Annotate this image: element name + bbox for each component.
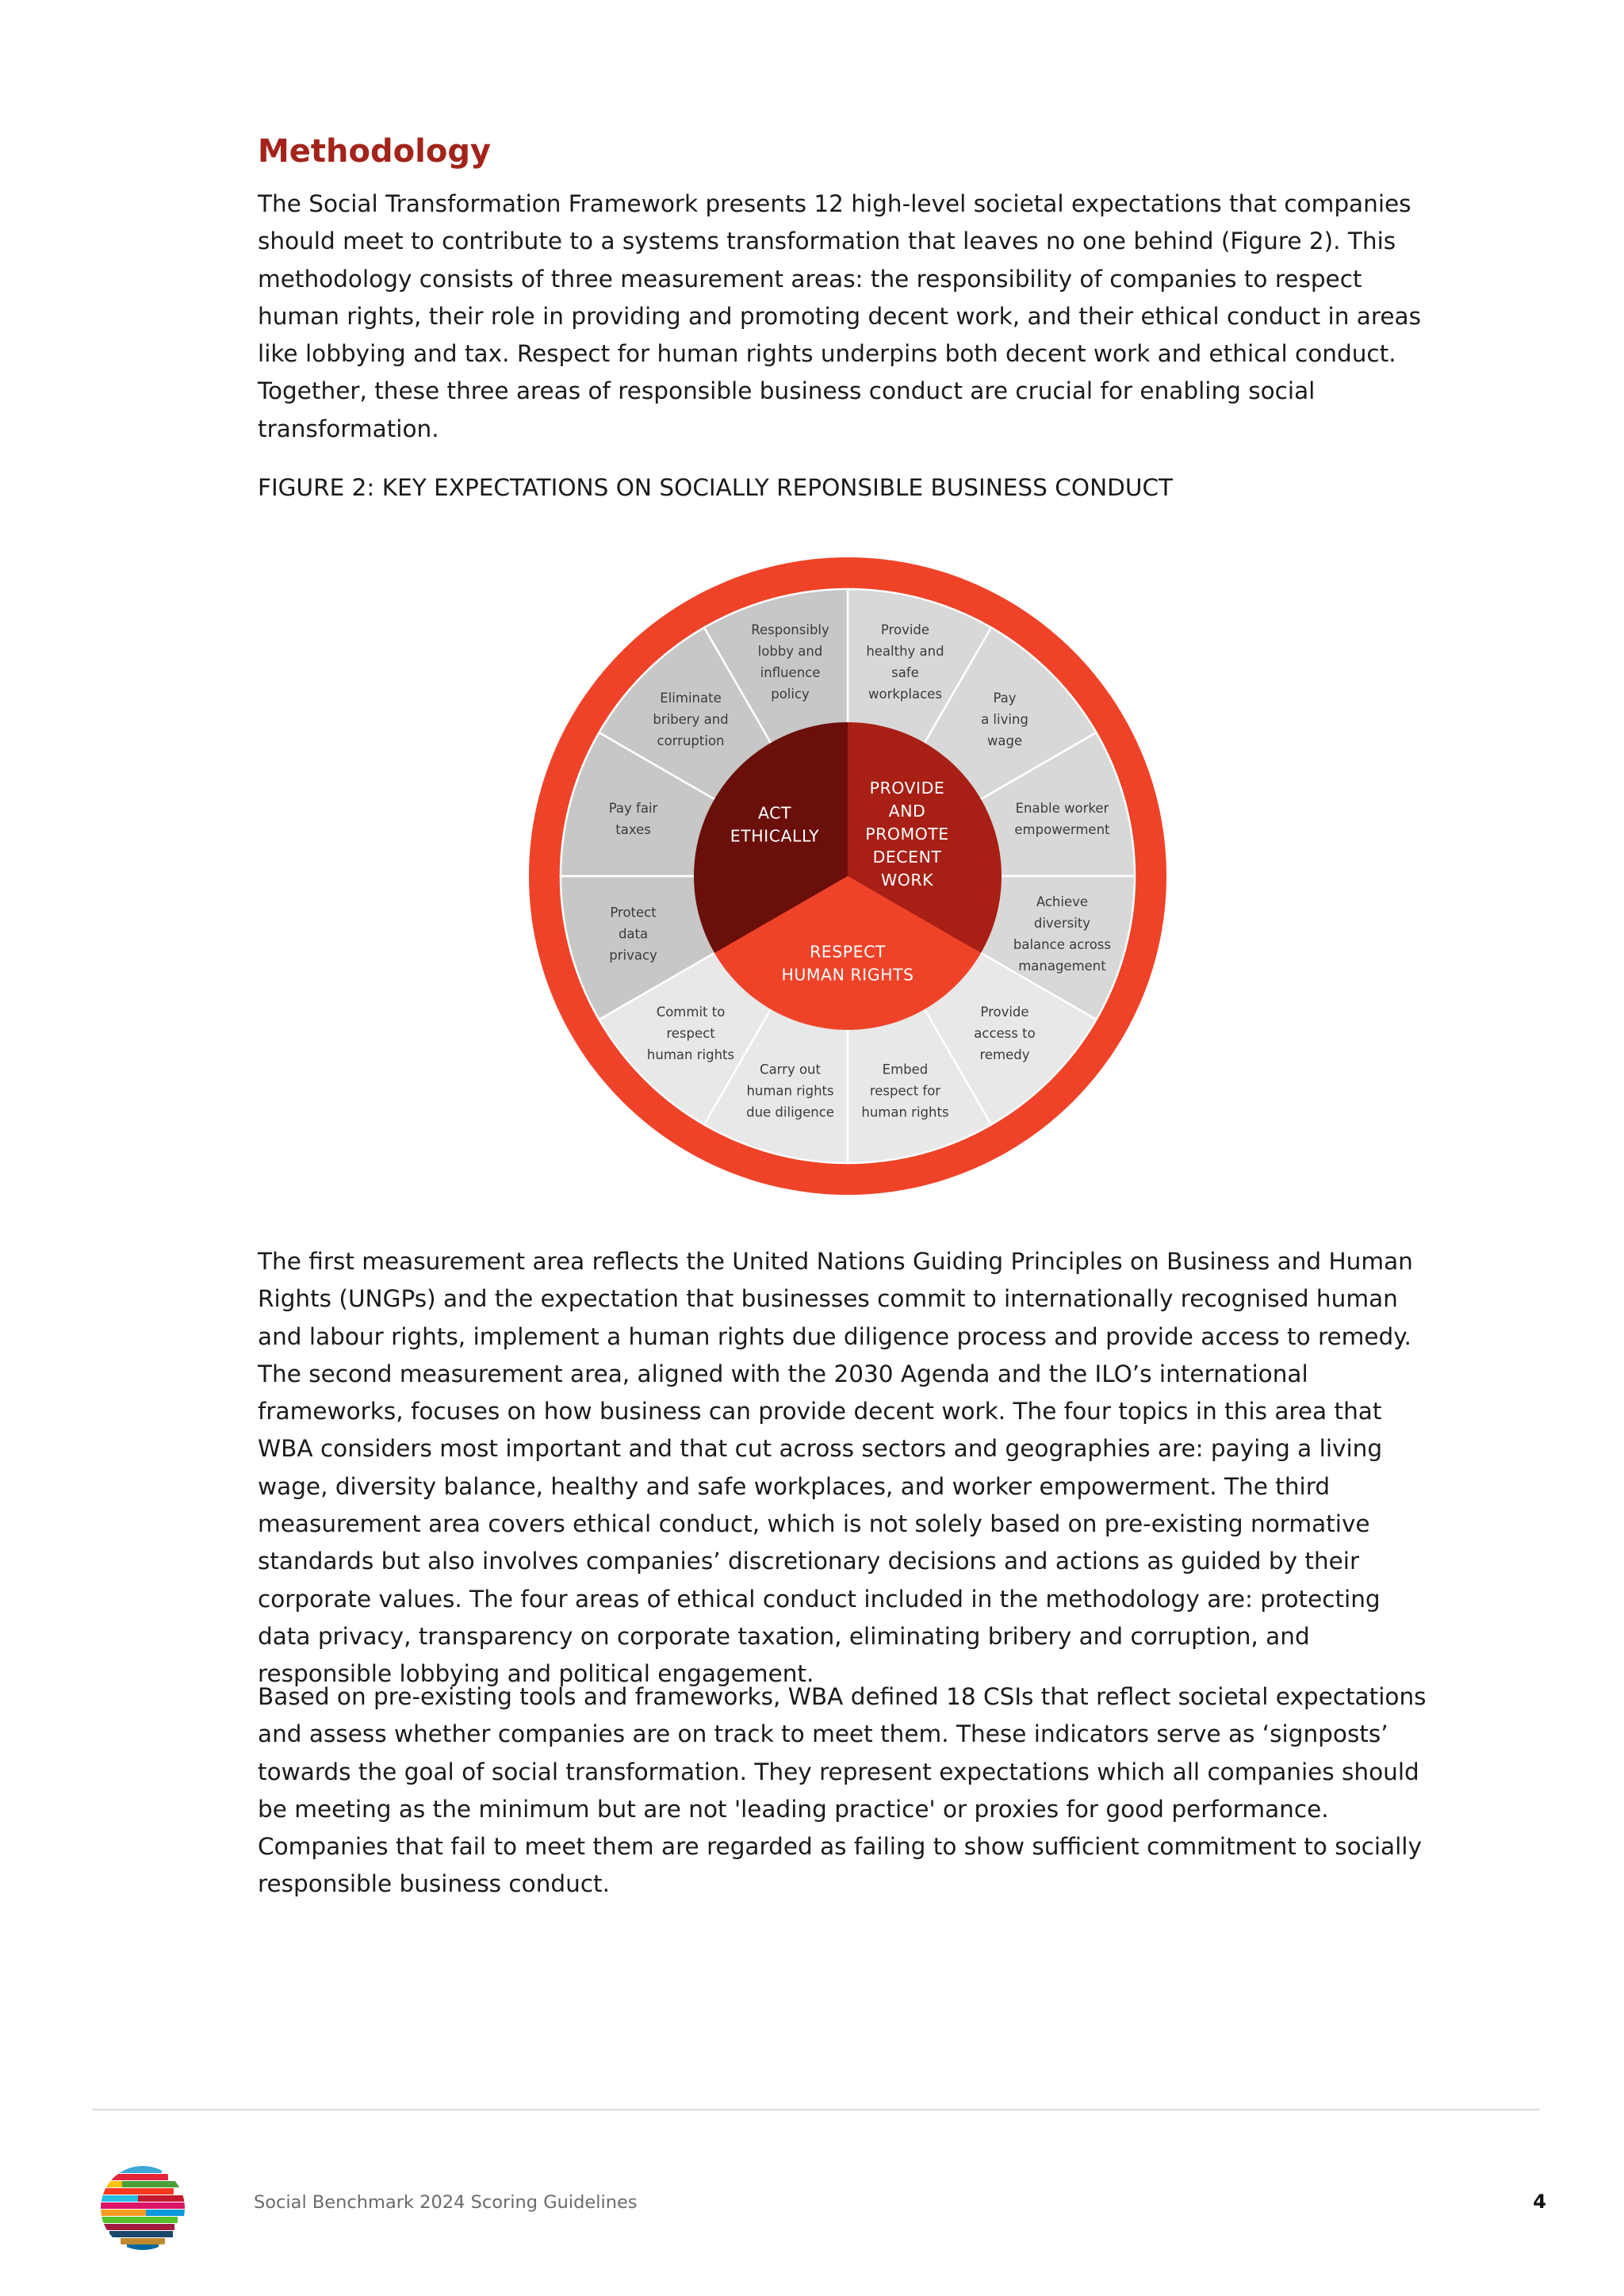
segment-label: Responsibly lobby and influence policy: [751, 622, 829, 702]
expectations-wheel-diagram: [527, 555, 1169, 1197]
core-label-act-ethically: ACT ETHICALLY: [730, 803, 820, 846]
segment-label: Commit to respect human rights: [646, 1004, 735, 1062]
csi-paragraph: Based on pre-existing tools and frameworks, WBA defined 18 CSIs that reflect societal expectations and assess whether companies are on track to meet them. These indicators serve as ‘signposts’ towards the goal of social transformation. They represent expectations which all companies should be meeting as the minimum but are not 'leading practice' or proxies for good performance. Companies that fail to meet them are regarded as failing to show sufficient commitment to socially responsible business conduct.: [258, 1683, 1427, 1898]
segment-label: Embed respect for human rights: [861, 1062, 949, 1120]
segment-label: Pay a living wage: [981, 691, 1028, 749]
footer-divider: [92, 2109, 1540, 2110]
segment-label: Eliminate bribery and corruption: [653, 691, 729, 749]
segment-label: Protect data privacy: [609, 905, 657, 963]
segment-label: Pay fair taxes: [608, 801, 658, 838]
core-label-decent-work: PROVIDE AND PROMOTE DECENT WORK: [865, 779, 949, 890]
section-heading: Methodology: [258, 133, 492, 170]
wba-logo: [98, 2164, 187, 2252]
segment-label: Enable worker empowerment: [1014, 801, 1110, 838]
page-number: 4: [1533, 2191, 1546, 2213]
segment-label: Provide healthy and safe workplaces: [866, 622, 944, 702]
core-label-human-rights: RESPECT HUMAN RIGHTS: [781, 942, 914, 985]
segment-label: Provide access to remedy: [974, 1004, 1036, 1062]
measurement-areas-paragraph: The first measurement area reflects the United Nations Guiding Principles on Business and Human Rights (UNGPs) and the expectation that businesses commit to internationally recognised human and labour rights, implement a human rights due diligence process and provide access to remedy. The second measurement area, aligned with the 2030 Agenda and the ILO’s international frameworks, focuses on how business can provide decent work. The four topics in this area that WBA considers most important and that cut across sectors and geographies are: paying a living wage, diversity balance, healthy and safe workplaces, and worker empowerment. The third measurement area covers ethical conduct, which is not solely based on pre-existing normative standards but also involves companies’ discretionary decisions and actions as guided by their corporate values. The four areas of ethical conduct included in the methodology are: protecting data privacy, transparency on corporate taxation, eliminating bribery and corruption, and responsible lobbying and political engagement.: [258, 1248, 1413, 1688]
figure-caption: FIGURE 2: KEY EXPECTATIONS ON SOCIALLY REPONSIBLE BUSINESS CONDUCT: [258, 474, 1174, 501]
footer-document-title: Social Benchmark 2024 Scoring Guidelines: [254, 2192, 638, 2213]
intro-paragraph: The Social Transformation Framework presents 12 high-level societal expectations that companies should meet to contribute to a systems transformation that leaves no one behind (Figure 2). This methodology consists of three measurement areas: the responsibility of companies to respect human rights, their role in providing and promoting decent work, and their ethical conduct in areas like lobbying and tax. Respect for human rights underpins both decent work and ethical conduct. Together, these three areas of responsible business conduct are crucial for enabling social transformation.: [258, 190, 1421, 442]
segment-label: Achieve diversity balance across management: [1013, 894, 1112, 974]
segment-label: Carry out human rights due diligence: [746, 1062, 834, 1120]
